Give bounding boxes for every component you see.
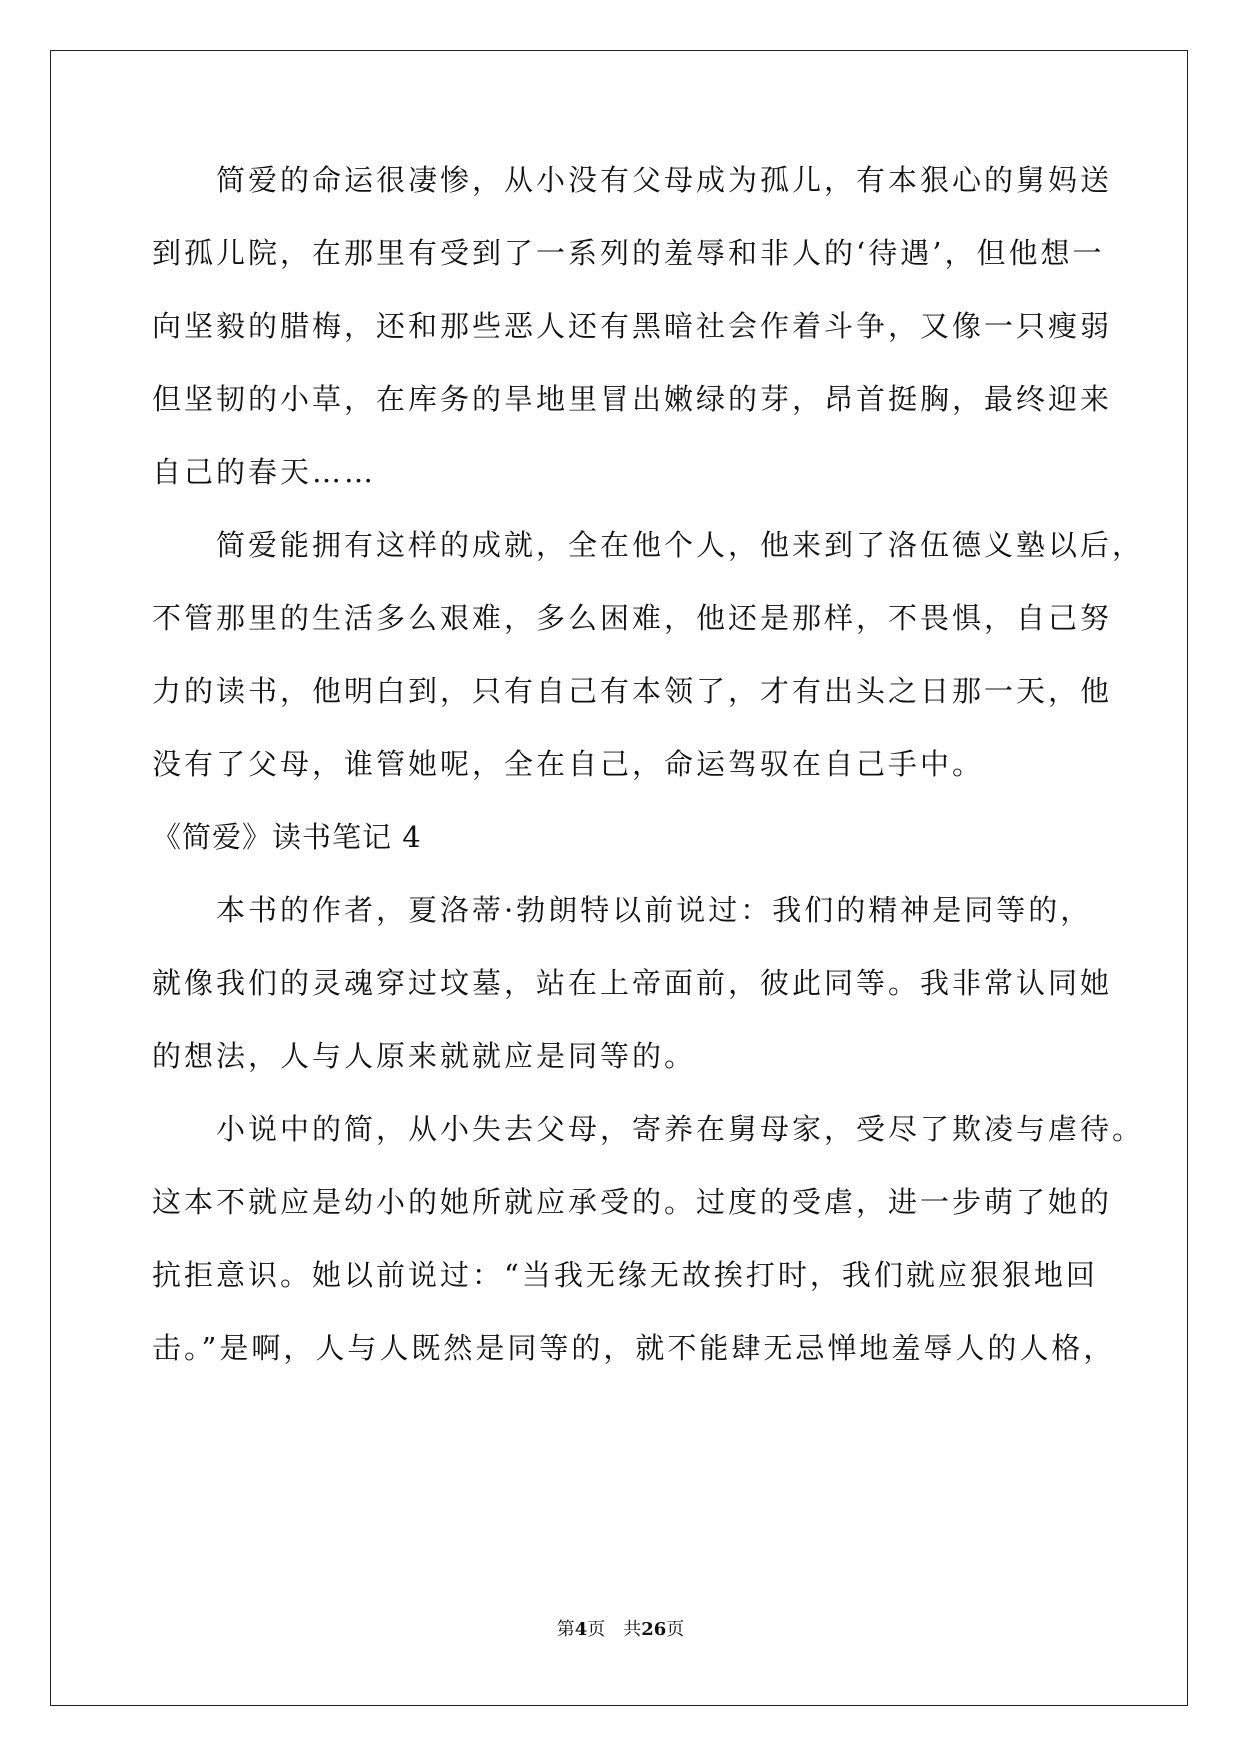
- text-line: 抗拒意识。她以前说过：“当我无缘无故挨打时，我们就应狠狠地回: [152, 1258, 1098, 1292]
- footer-prefix: 第: [556, 1619, 575, 1640]
- text-line: 不管那里的生活多么艰难，多么困难，他还是那样，不畏惧，自己努: [152, 601, 1113, 635]
- text-line: 简爱能拥有这样的成就，全在他个人，他来到了洛伍德义塾以后，: [152, 528, 1145, 562]
- text-line: 自己的春天……: [152, 455, 377, 489]
- text-line: 向坚毅的腊梅，还和那些恶人还有黑暗社会作着斗争，又像一只瘦弱: [152, 309, 1113, 343]
- page-footer: [0, 1618, 1241, 1642]
- text-line: 简爱的命运很凄惨，从小没有父母成为孤儿，有本狠心的舅妈送: [152, 163, 1113, 197]
- text-line: 没有了父母，谁管她呢，全在自己，命运驾驭在自己手中。: [152, 747, 985, 781]
- section-heading: 《简爱》读书笔记 4: [152, 820, 422, 854]
- text-line: 本书的作者，夏洛蒂·勃朗特以前说过：我们的精神是同等的，: [152, 893, 1093, 927]
- footer-suffix: 页: [666, 1619, 685, 1640]
- footer-middle: 页 共: [587, 1619, 642, 1640]
- text-line: 小说中的简，从小失去父母，寄养在舅母家，受尽了欺凌与虐待。: [152, 1112, 1145, 1146]
- text-line: 但坚韧的小草，在库务的旱地里冒出嫩绿的芽，昂首挺胸，最终迎来: [152, 382, 1113, 416]
- total-page-count: 26: [641, 1619, 667, 1640]
- current-page-number: 4: [574, 1619, 588, 1640]
- text-line: 力的读书，他明白到，只有自己有本领了，才有出头之日那一天，他: [152, 674, 1113, 708]
- text-line: 这本不就应是幼小的她所就应承受的。过度的受虐，进一步萌了她的: [152, 1185, 1113, 1219]
- text-line: 击。”是啊，人与人既然是同等的，就不能肆无忌惮地羞辱人的人格，: [152, 1331, 1116, 1365]
- page-border: [50, 50, 1188, 1706]
- text-line: 就像我们的灵魂穿过坟墓，站在上帝面前，彼此同等。我非常认同她: [152, 966, 1113, 1000]
- text-line: 到孤儿院，在那里有受到了一系列的羞辱和非人的‘待遇’，但他想一: [152, 236, 1105, 270]
- text-line: 的想法，人与人原来就就应是同等的。: [152, 1039, 697, 1073]
